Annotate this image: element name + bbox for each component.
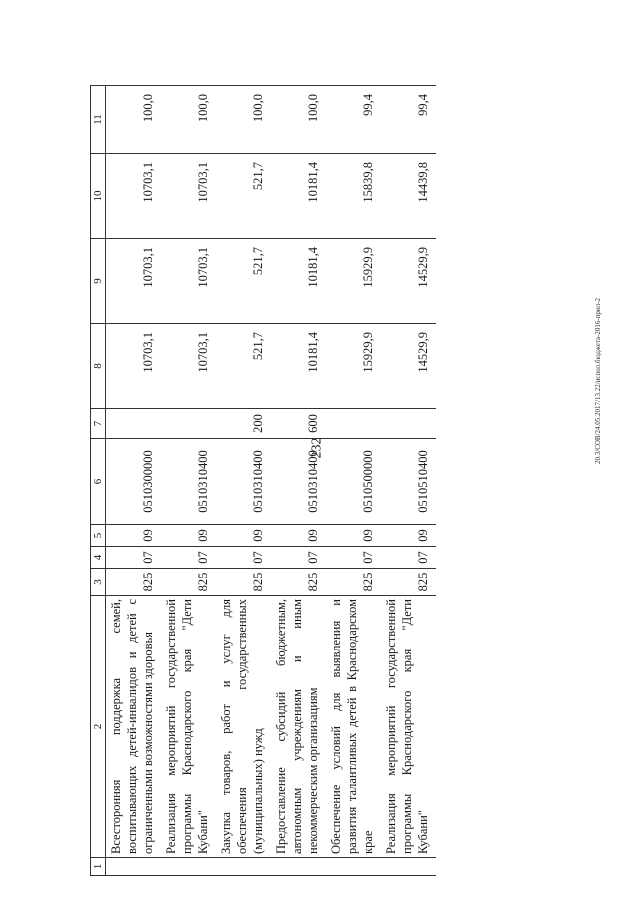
code-3: 825 (216, 569, 271, 596)
amount-col-8: 10703,1 (161, 324, 216, 409)
code-4: 07 (326, 547, 381, 569)
percent-col-11: 100,0 (271, 86, 326, 154)
code-4: 07 (106, 547, 162, 569)
amount-col-9: 10703,1 (106, 239, 162, 324)
code-5: 09 (216, 525, 271, 547)
target-article: 0510310400 (216, 439, 271, 525)
table-row (381, 86, 436, 876)
expense-type (326, 409, 381, 439)
blank (271, 858, 326, 876)
column-header-1: 1 (91, 858, 106, 876)
page-number: 232 (309, 437, 325, 459)
row-description: Закупка товаров, работ и услуг для обеспечения государственных (муниципальных) нужд (216, 596, 271, 858)
amount-col-9: 10703,1 (161, 239, 216, 324)
expense-type (381, 409, 436, 439)
target-article: 0510300000 (106, 439, 162, 525)
footer-code: 20.3/СОВ/24.05.2017/13.22/испол.бюджета-2016-прил-2 (594, 297, 602, 464)
blank (326, 858, 381, 876)
row-description: Предоставление субсидий бюджетным, автономным учреждениям и иным некоммерческим организациям (271, 596, 326, 858)
code-5: 09 (271, 525, 326, 547)
amount-col-10: 10181,4 (271, 154, 326, 239)
amount-col-10: 521,7 (216, 154, 271, 239)
code-5: 09 (106, 525, 162, 547)
code-4: 07 (271, 547, 326, 569)
table-row (326, 86, 381, 876)
blank (106, 858, 162, 876)
column-header-9: 9 (91, 239, 106, 324)
blank (381, 858, 436, 876)
amount-col-9: 10181,4 (271, 239, 326, 324)
amount-col-8: 10703,1 (106, 324, 162, 409)
table-row (271, 86, 326, 876)
table-row (161, 86, 216, 876)
column-header-10: 10 (91, 154, 106, 239)
amount-col-9: 521,7 (216, 239, 271, 324)
column-header-11: 11 (91, 86, 106, 154)
percent-col-11: 100,0 (216, 86, 271, 154)
code-3: 825 (271, 569, 326, 596)
table-row (216, 86, 271, 876)
amount-col-10: 14439,8 (381, 154, 436, 239)
amount-col-10: 10703,1 (106, 154, 162, 239)
code-5: 09 (381, 525, 436, 547)
amount-col-9: 15929,9 (326, 239, 381, 324)
amount-col-8: 10181,4 (271, 324, 326, 409)
code-3: 825 (106, 569, 162, 596)
row-description: Реализация мероприятий государственной программы Краснодарского края "Дети Кубани" (381, 596, 436, 858)
document-table-rotated (90, 86, 530, 876)
code-3: 825 (161, 569, 216, 596)
column-header-4: 4 (91, 547, 106, 569)
row-description: Всесторонняя поддержка семей, воспитывающих детей-инвалидов и детей с ограниченными возможностями здоровья (106, 596, 162, 858)
row-description: Обеспечение условий для выявления и развития талантливых детей в Краснодарском крае (326, 596, 381, 858)
target-article: 0510310400 (161, 439, 216, 525)
percent-col-11: 99,4 (326, 86, 381, 154)
expense-type: 200 (216, 409, 271, 439)
code-5: 09 (161, 525, 216, 547)
code-4: 07 (381, 547, 436, 569)
row-description: Реализация мероприятий государственной программы Краснодарского края "Дети Кубани" (161, 596, 216, 858)
code-3: 825 (326, 569, 381, 596)
column-header-2: 2 (91, 596, 106, 858)
amount-col-10: 10703,1 (161, 154, 216, 239)
column-header-3: 3 (91, 569, 106, 596)
target-article: 0510500000 (326, 439, 381, 525)
budget-table (90, 85, 436, 876)
expense-type (161, 409, 216, 439)
percent-col-11: 100,0 (161, 86, 216, 154)
table-row (106, 86, 162, 876)
amount-col-9: 14529,9 (381, 239, 436, 324)
target-article: 0510310400 (271, 439, 326, 525)
expense-type (106, 409, 162, 439)
blank (216, 858, 271, 876)
column-header-5: 5 (91, 525, 106, 547)
code-4: 07 (161, 547, 216, 569)
code-5: 09 (326, 525, 381, 547)
amount-col-8: 14529,9 (381, 324, 436, 409)
column-header-6: 6 (91, 439, 106, 525)
table-header-row (91, 86, 106, 876)
column-header-8: 8 (91, 324, 106, 409)
code-3: 825 (381, 569, 436, 596)
target-article: 0510510400 (381, 439, 436, 525)
code-4: 07 (216, 547, 271, 569)
percent-col-11: 100,0 (106, 86, 162, 154)
amount-col-8: 521,7 (216, 324, 271, 409)
percent-col-11: 99,4 (381, 86, 436, 154)
expense-type: 600 (271, 409, 326, 439)
amount-col-10: 15839,8 (326, 154, 381, 239)
amount-col-8: 15929,9 (326, 324, 381, 409)
table-body (106, 86, 437, 876)
blank (161, 858, 216, 876)
column-header-7: 7 (91, 409, 106, 439)
